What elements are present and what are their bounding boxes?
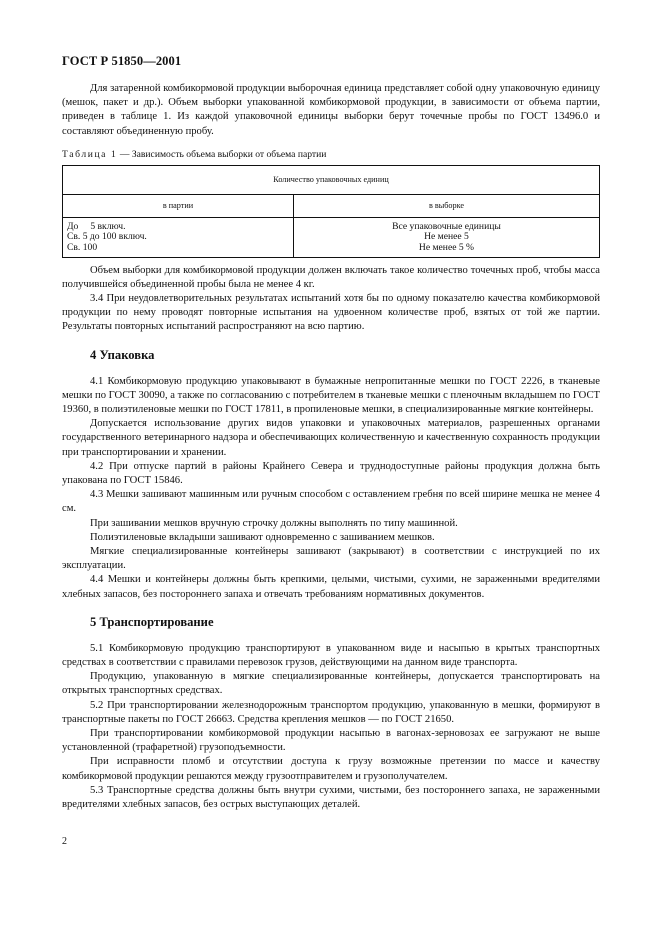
table-header-batch: в партии	[63, 194, 294, 217]
section-5-paragraph: Продукцию, упакованную в мягкие специализированные контейнеры, допускается транспортировать на открытых транспортных средствах.	[62, 671, 600, 697]
section-5-paragraph: 5.2 При транспортировании железнодорожным транспортом продукцию, упакованную в мешки, формируют в транспортные пакеты по ГОСТ 26663. Средства крепления мешков — по ГОСТ 21650.	[62, 699, 600, 725]
section-4-paragraph: Допускается использование других видов упаковки и упаковочных материалов, разрешенных органами государственного ветеринарного надзора и обеспечивающих количественную и качественную сохранность продукции при транспортировании и хранении.	[62, 418, 600, 458]
document-body	[62, 82, 600, 812]
section-5-paragraph: При исправности пломб и отсутствии доступа к грузу возможные претензии по массе и качеству комбикормовой продукции решаются между грузоотправителем и грузополучателем.	[62, 756, 600, 782]
table-caption	[62, 149, 600, 161]
section-4-heading: 4 Упаковка	[90, 347, 155, 362]
after-table-paragraph-1: Объем выборки для комбикормовой продукции должен включать такое количество точечных проб, чтобы масса получившейся объединенной пробы была не менее 4 кг.	[62, 264, 600, 290]
table-row-sample-3: Не менее 5 %	[418, 242, 475, 253]
section-4-paragraph: 4.2 При отпуске партий в районы Крайнего Севера и труднодоступные районы продукция должна быть упакована по ГОСТ 15846.	[62, 460, 600, 487]
table-cell-sample	[293, 217, 599, 257]
intro-paragraph: Для затаренной комбикормовой продукции выборочная единица представляет собой одну упаковочную единицу (мешок, пакет и др.). Объем выборки упакованной комбикормовой продукции, в зависимости от объема партии, приведен в таблице 1. Из каждой упаковочной единицы выборки берут точечные пробы по ГОСТ 13496.0 и составляют объединенную пробу.	[62, 83, 600, 137]
section-4-paragraph: При зашивании мешков вручную строчку должны выполнять по типу машинной.	[90, 517, 458, 529]
document-code: ГОСТ Р 51850—2001	[62, 54, 182, 68]
table-row-sample-2: Не менее 5	[424, 231, 469, 243]
section-4-paragraph: Мягкие специализированные контейнеры зашивают (закрывают) в соответствии с инструкцией по их эксплуатации.	[62, 546, 600, 572]
section-4-paragraph: 4.3 Мешки зашивают машинным или ручным способом с оставлением гребня по всей ширине мешка не менее 4 см.	[62, 489, 600, 515]
table-row-batch-2: Св. 5 до 100 включ.	[67, 231, 147, 243]
section-5-paragraph: 5.3 Транспортные средства должны быть внутри сухими, чистыми, без постороннего запаха, не зараженными вредителями хлебных запасов, без острых выступающих деталей.	[62, 784, 600, 811]
section-4-paragraph: Полиэтиленовые вкладыши зашивают одновременно с зашиванием мешков.	[90, 531, 435, 543]
section-4-paragraph: 4.1 Комбикормовую продукцию упаковывают в бумажные непропитанные мешки по ГОСТ 2226, в тканевые мешки по ГОСТ 30090, а также по согласованию с потребителем в тканевые мешки с пленочным вкладышем по ГОСТ 19360, в полиэтиленовые мешки по ГОСТ 17811, в пропиленовые мешки, в специализированные мягкие контейнеры.	[62, 375, 600, 416]
table-cell-batch	[63, 217, 294, 257]
sample-size-table	[62, 165, 600, 258]
page-number: 2	[62, 836, 67, 847]
table-row-batch-1: До 5 включ.	[67, 220, 126, 232]
after-table-paragraph-2: 3.4 При неудовлетворительных результатах испытаний хотя бы по одному показателю качества комбикормовой продукции по нему проводят повторные испытания на удвоенном количестве проб, взятых от той же партии. Результаты повторных испытаний распространяют на всю партию.	[62, 293, 600, 333]
section-5-heading: 5 Транспортирование	[90, 614, 214, 629]
section-5-paragraph: 5.1 Комбикормовую продукцию транспортируют в упакованном виде и насыпью в крытых транспортных средствах в соответствии с правилами перевозок грузов, действующими на данном виде транспорта.	[62, 642, 600, 669]
table-caption-lead: Таблица 1	[62, 148, 118, 160]
table-caption-text: — Зависимость объема выборки от объема партии	[117, 148, 327, 160]
section-4-paragraph: 4.4 Мешки и контейнеры должны быть крепкими, целыми, чистыми, сухими, не зараженными вредителями хлебных запасов, без постороннего запаха и отвечать требованиям нормативных документов.	[62, 574, 600, 600]
section-5-paragraph: При транспортировании комбикормовой продукции насыпью в вагонах-зерновозах ее загружают не выше установленной (трафаретной) грузоподъемности.	[62, 728, 600, 754]
table-row-sample-1: Все упаковочные единицы	[392, 220, 501, 232]
table-header-sample: в выборке	[293, 194, 599, 217]
table-header-main: Количество упаковочных единиц	[63, 165, 600, 194]
table-row-batch-3: Св. 100	[67, 242, 98, 253]
